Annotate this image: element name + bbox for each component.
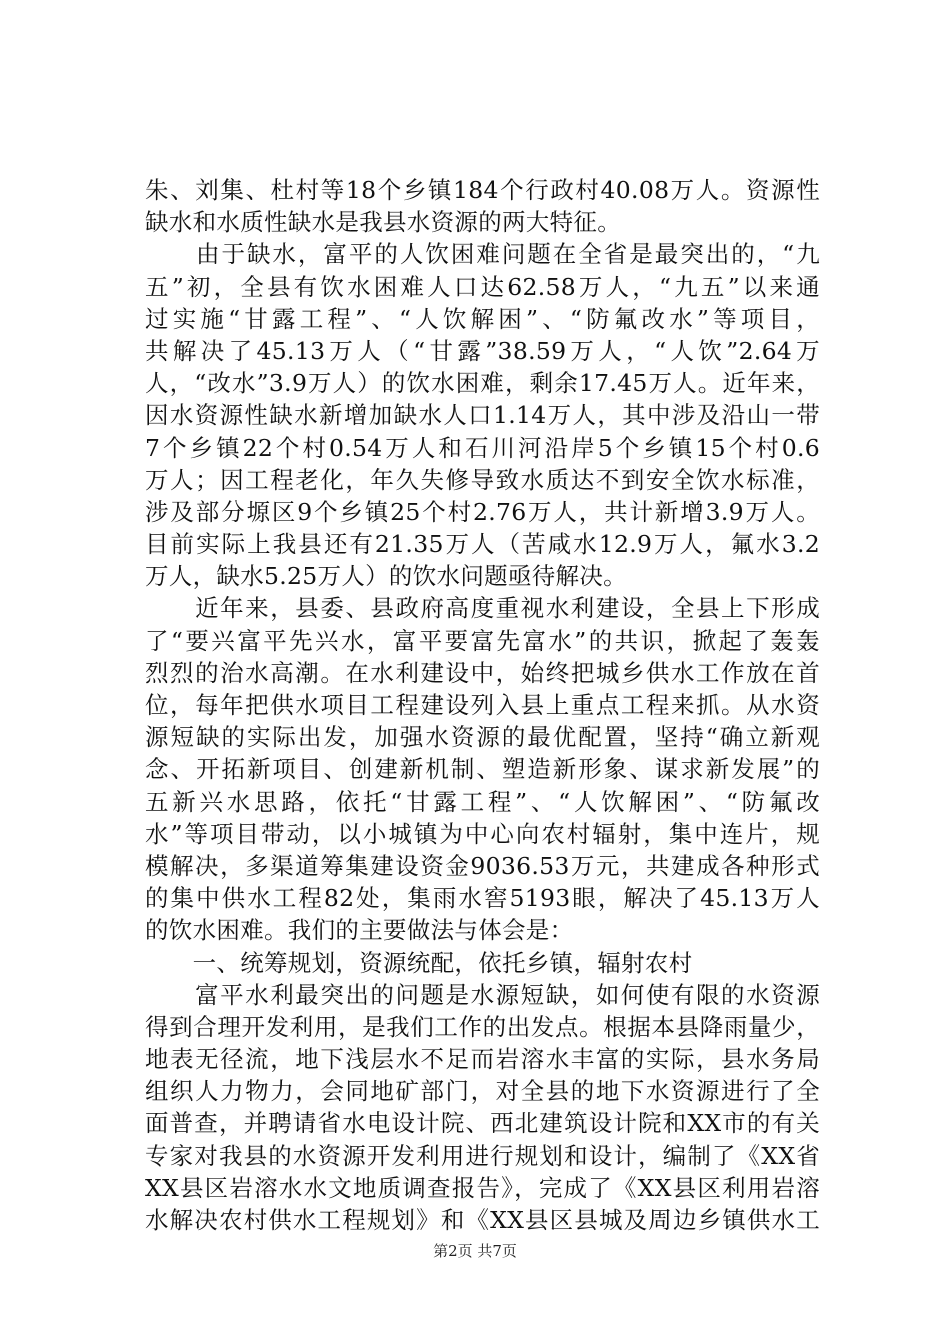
text-line: 近年来，县委、县政府高度重视水利建设，全县上下形成 bbox=[145, 594, 820, 623]
text-line: 富平水利最突出的问题是水源短缺，如何使有限的水资源 bbox=[145, 980, 820, 1009]
text-line: 水解决农村供水工程规划》和《XX县区县城及周边乡镇供水工 bbox=[145, 1206, 820, 1234]
text-line: XX县区岩溶水水文地质调查报告》，完成了《XX县区利用岩溶 bbox=[145, 1173, 820, 1202]
text-line: 的集中供水工程82处，集雨水窖5193眼，解决了45.13万人 bbox=[145, 884, 820, 913]
text-line: 了“要兴富平先兴水，富平要富先富水”的共识，掀起了轰轰 bbox=[145, 626, 820, 655]
text-line: 朱、刘集、杜村等18个乡镇184个行政村40.08万人。资源性 bbox=[145, 176, 820, 204]
text-line: 得到合理开发利用，是我们工作的出发点。根据本县降雨量少， bbox=[145, 1012, 820, 1041]
text-line: 7个乡镇22个村0.54万人和石川河沿岸5个乡镇15个村0.6 bbox=[145, 433, 820, 462]
text-line: 烈烈的治水高潮。在水利建设中，始终把城乡供水工作放在首 bbox=[145, 658, 820, 687]
text-line: 一、统筹规划，资源统配，依托乡镇，辐射农村 bbox=[145, 948, 693, 977]
text-line: 水”等项目带动，以小城镇为中心向农村辐射，集中连片，规 bbox=[145, 819, 820, 848]
text-line: 源短缺的实际出发，加强水资源的最优配置，坚持“确立新观 bbox=[145, 723, 820, 752]
text-line: 专家对我县的水资源开发利用进行规划和设计，编制了《XX省 bbox=[145, 1141, 820, 1170]
text-line: 万人；因工程老化，年久失修导致水质达不到安全饮水标准， bbox=[145, 465, 820, 494]
text-line: 由于缺水，富平的人饮困难问题在全省是最突出的，“九 bbox=[145, 240, 820, 269]
text-line: 因水资源性缺水新增加缺水人口1.14万人，其中涉及沿山一带 bbox=[145, 401, 820, 430]
text-line: 模解决，多渠道筹集建设资金9036.53万元，共建成各种形式 bbox=[145, 851, 820, 880]
text-line: 缺水和水质性缺水是我县水资源的两大特征。 bbox=[145, 208, 621, 237]
text-line: 的饮水困难。我们的主要做法与体会是： bbox=[145, 916, 574, 945]
text-line: 过实施“甘露工程”、“人饮解困”、“防氟改水”等项目， bbox=[145, 304, 820, 333]
body-text bbox=[145, 174, 820, 1236]
text-line: 念、开拓新项目、创建新机制、塑造新形象、谋求新发展”的 bbox=[145, 755, 820, 784]
text-line: 涉及部分塬区9个乡镇25个村2.76万人，共计新增3.9万人。 bbox=[145, 497, 820, 526]
text-line: 面普查，并聘请省水电设计院、西北建筑设计院和XX市的有关 bbox=[145, 1109, 820, 1138]
text-line: 组织人力物力，会同地矿部门，对全县的地下水资源进行了全 bbox=[145, 1077, 820, 1106]
text-line: 万人，缺水5.25万人）的饮水问题亟待解决。 bbox=[145, 562, 627, 591]
page-footer: 第2页 共7页 bbox=[433, 1242, 517, 1260]
text-line: 五”初，全县有饮水困难人口达62.58万人，“九五”以来通 bbox=[145, 272, 820, 301]
text-line: 位，每年把供水项目工程建设列入县上重点工程来抓。从水资 bbox=[145, 691, 820, 719]
text-line: 共解决了45.13万人（“甘露”38.59万人，“人饮”2.64万 bbox=[145, 336, 820, 365]
text-line: 人，“改水”3.9万人）的饮水困难，剩余17.45万人。近年来， bbox=[145, 369, 820, 398]
text-line: 目前实际上我县还有21.35万人（苦咸水12.9万人，氟水3.2 bbox=[145, 530, 820, 559]
text-line: 地表无径流，地下浅层水不足而岩溶水丰富的实际，县水务局 bbox=[145, 1045, 820, 1074]
text-line: 五新兴水思路，依托“甘露工程”、“人饮解困”、“防氟改 bbox=[145, 787, 820, 816]
